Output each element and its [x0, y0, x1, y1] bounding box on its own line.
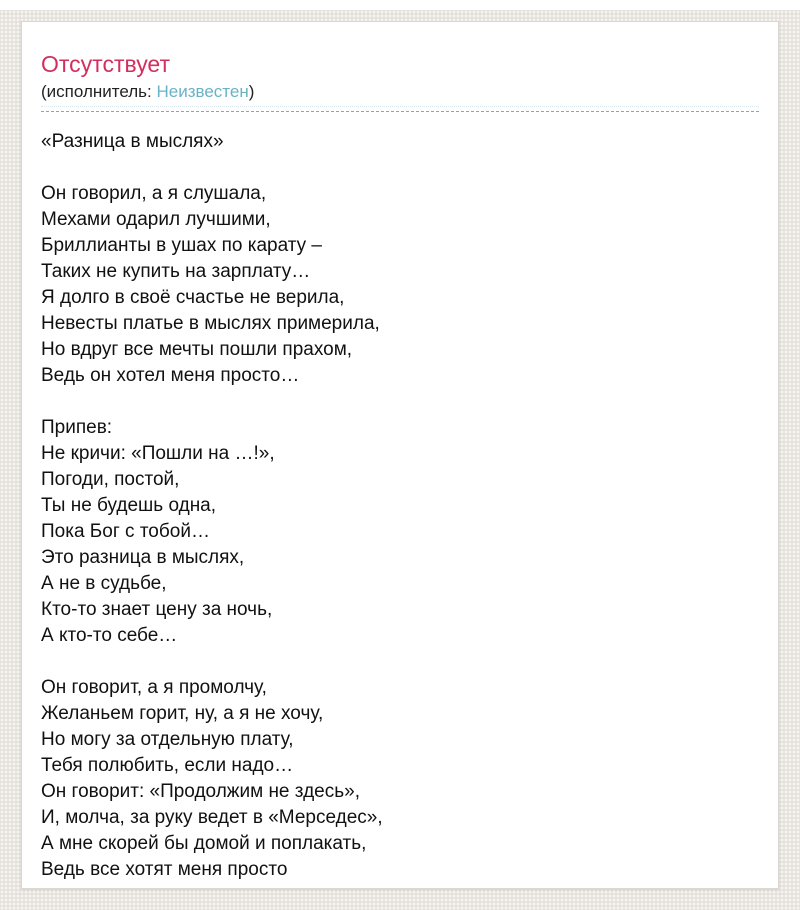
lyric-line: Мехами одарил лучшими, — [41, 209, 271, 230]
lyric-line: Я долго в своё счастье не верила, — [41, 287, 345, 308]
lyric-line: Ведь все хотят меня просто — [41, 859, 288, 880]
lyric-line: А не в судьбе, — [41, 573, 167, 594]
song-title-link[interactable]: Отсутствует — [41, 51, 170, 77]
lyric-line: Ведь он хотел меня просто… — [41, 365, 300, 386]
song-title-heading — [41, 43, 759, 80]
artist-line — [41, 81, 759, 107]
lyric-blank-line — [41, 389, 759, 415]
lyric-line: Бриллианты в ушах по карату – — [41, 235, 323, 256]
lyric-blank-line — [41, 649, 759, 675]
lyric-line: Он говорит, а я промолчу, — [41, 677, 267, 698]
lyric-line: Тебя полюбить, если надо… — [41, 755, 294, 776]
lyric-line: И, молча, за руку ведет в «Мерседес», — [41, 807, 383, 828]
lyric-line: Он говорил, а я слушала, — [41, 183, 267, 204]
artist-link[interactable]: Неизвестен — [156, 82, 249, 101]
lyric-line: Пока Бог с тобой… — [41, 521, 210, 542]
lyric-line: Невесты платье в мыслях примерила, — [41, 313, 380, 334]
lyrics-block — [41, 129, 759, 883]
lyric-blank-line — [41, 155, 759, 181]
artist-label-suffix: ) — [248, 82, 255, 101]
lyric-line: Но вдруг все мечты пошли прахом, — [41, 339, 353, 360]
lyric-line: Погоди, постой, — [41, 469, 180, 490]
lyric-line: Он говорит: «Продолжим не здесь», — [41, 781, 360, 802]
dashed-separator — [41, 107, 759, 112]
lyrics-card — [21, 21, 779, 889]
lyric-line: Ты не будешь одна, — [41, 495, 217, 516]
lyric-line: Но могу за отдельную плату, — [41, 729, 294, 750]
lyric-line: Это разница в мыслях, — [41, 547, 245, 568]
lyric-line: Не кричи: «Пошли на …!», — [41, 443, 275, 464]
lyric-line: Кто-то знает цену за ночь, — [41, 599, 273, 620]
lyric-line: А кто-то себе… — [41, 625, 178, 646]
lyric-line: «Разница в мыслях» — [41, 131, 224, 152]
lyric-line: Припев: — [41, 417, 113, 438]
lyric-line: Желаньем горит, ну, а я не хочу, — [41, 703, 324, 724]
lyric-line: А мне скорей бы домой и поплакать, — [41, 833, 367, 854]
artist-label-prefix: (исполнитель: — [41, 82, 157, 101]
lyric-line: Таких не купить на зарплату… — [41, 261, 311, 282]
